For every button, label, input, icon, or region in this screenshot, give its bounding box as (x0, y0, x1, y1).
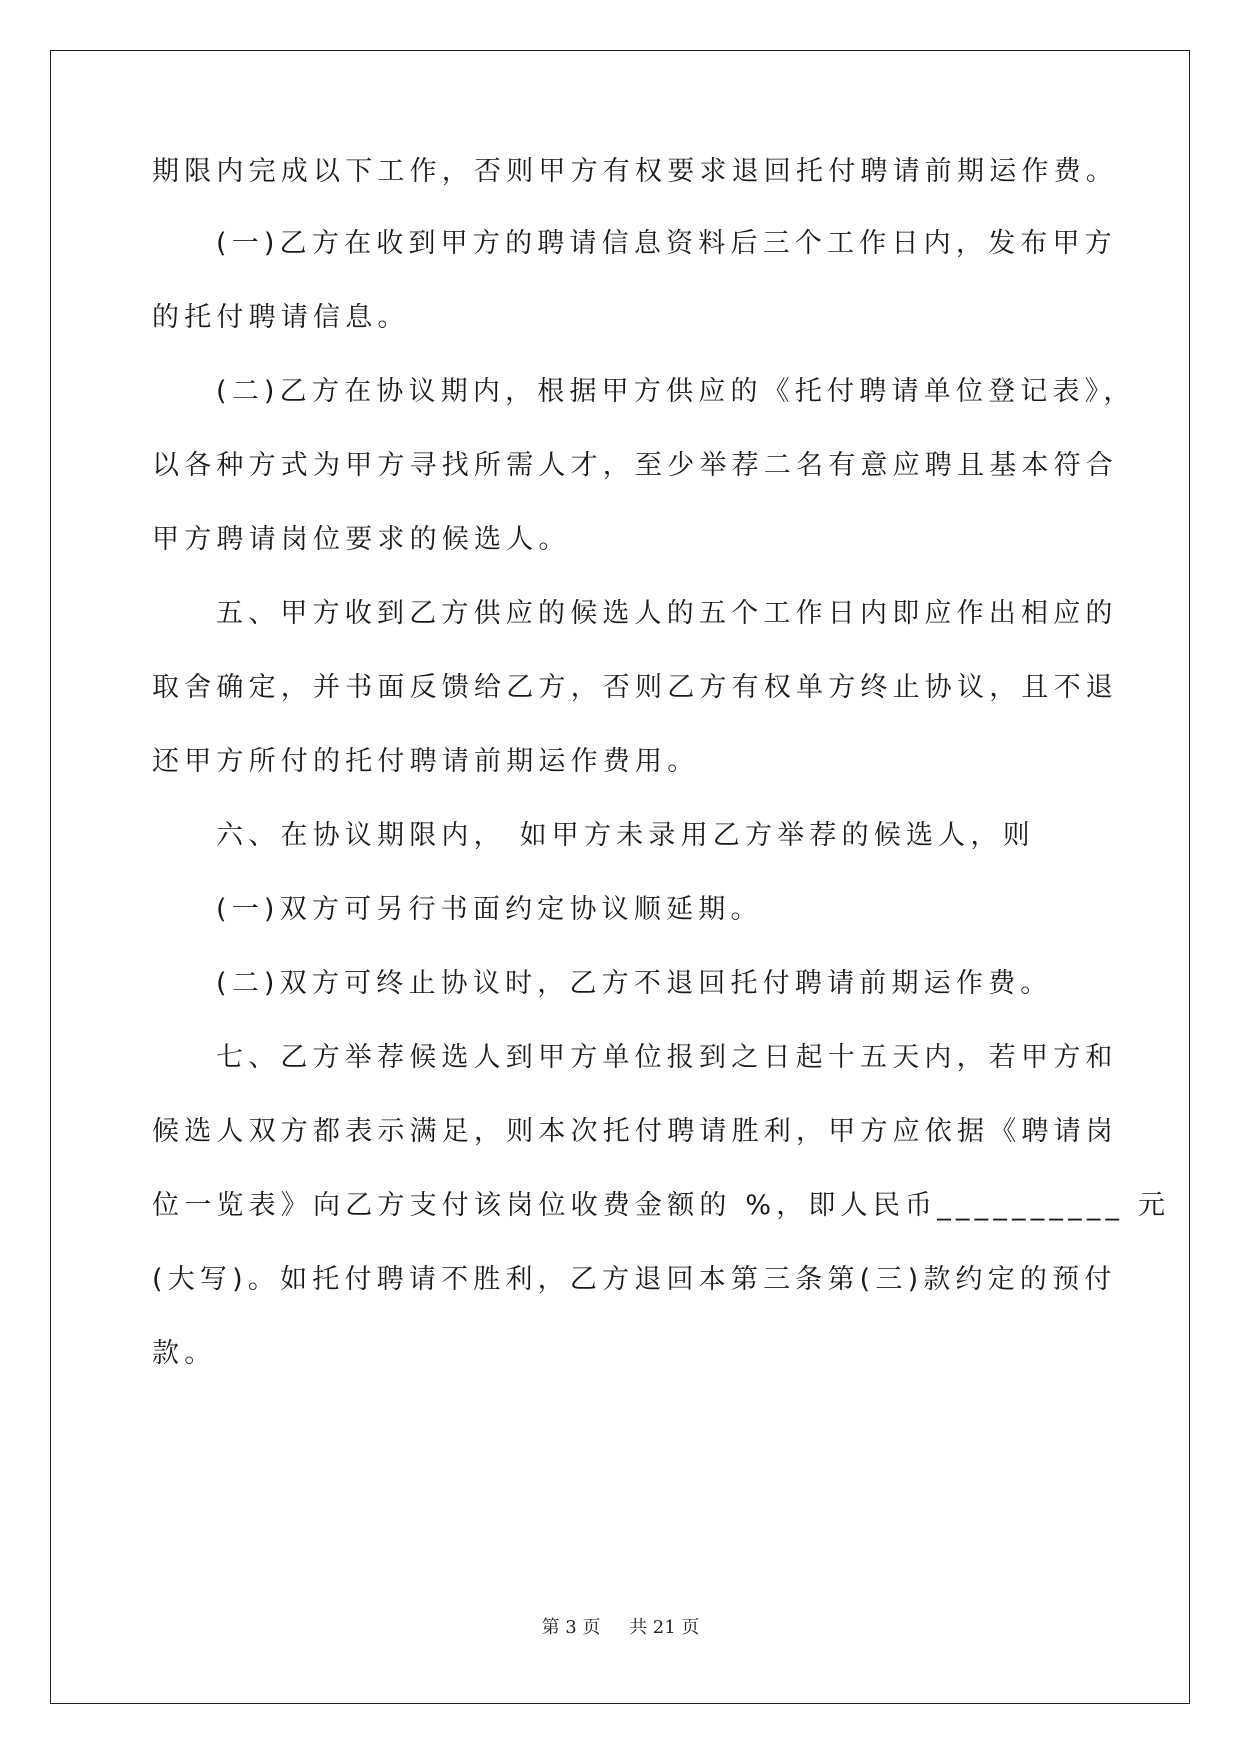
text-line: (二)双方可终止协议时，乙方不退回托付聘请前期运作费。 (216, 968, 1053, 999)
text-line: 的托付聘请信息。 (152, 302, 410, 333)
text-line: 款。 (152, 1338, 217, 1369)
text-line: (一)双方可另行书面约定协议顺延期。 (216, 894, 763, 925)
page-footer (0, 1616, 1241, 1640)
text-line: 期限内完成以下工作，否则甲方有权要求退回托付聘请前期运作费。 (152, 156, 1118, 187)
text-line: (二)乙方在协议期内，根据甲方供应的《托付聘请单位登记表》， (216, 376, 1136, 407)
text-line: 七、乙方举荐候选人到甲方单位报到之日起十五天内，若甲方和 (216, 1042, 1118, 1073)
text-line: (大写)。如托付聘请不胜利，乙方退回本第三条第(三)款约定的预付 (152, 1264, 1117, 1295)
text-line: 取舍确定，并书面反馈给乙方，否则乙方有权单方终止协议，且不退 (152, 672, 1118, 703)
text-line: 还甲方所付的托付聘请前期运作费用。 (152, 746, 700, 777)
text-line: 五、甲方收到乙方供应的候选人的五个工作日内即应作出相应的 (216, 598, 1118, 629)
text-line: 位一览表》向乙方支付该岗位收费金额的 %，即人民币__________ 元 (152, 1190, 1171, 1221)
page-number: 第 3 页 (541, 1617, 601, 1638)
text-line: 六、在协议期限内， 如甲方未录用乙方举荐的候选人，则 (216, 820, 1035, 851)
text-line: 甲方聘请岗位要求的候选人。 (152, 524, 571, 555)
text-line: (一)乙方在收到甲方的聘请信息资料后三个工作日内，发布甲方 (216, 228, 1117, 259)
text-line: 以各种方式为甲方寻找所需人才，至少举荐二名有意应聘且基本符合 (152, 450, 1118, 481)
page-total: 共 21 页 (629, 1617, 700, 1638)
text-line: 候选人双方都表示满足，则本次托付聘请胜利，甲方应依据《聘请岗 (152, 1116, 1118, 1147)
